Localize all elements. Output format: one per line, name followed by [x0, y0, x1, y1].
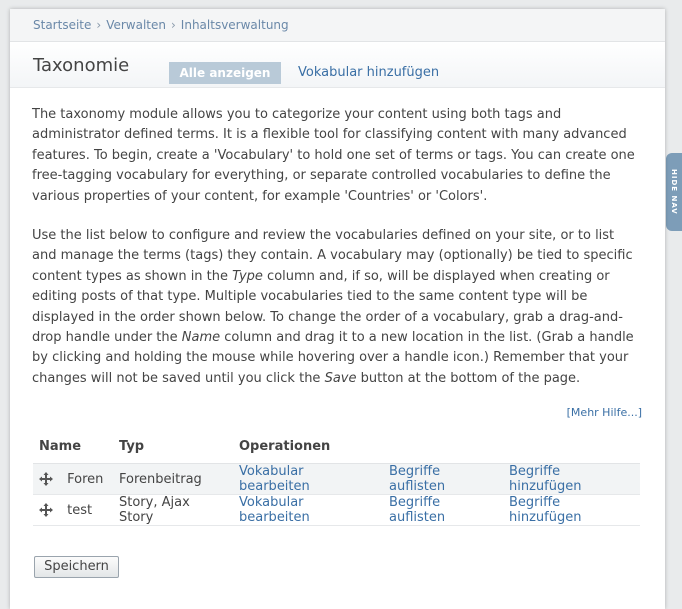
type-cell: Story, Ajax Story [113, 495, 233, 526]
breadcrumb-admin[interactable]: Verwalten [106, 18, 166, 32]
vocabulary-name: Foren [67, 471, 104, 487]
add-terms-link[interactable]: Begriffe hinzufügen [509, 464, 582, 494]
breadcrumb-home[interactable]: Startseite [33, 18, 92, 32]
list-terms-link[interactable]: Begriffe auflisten [389, 495, 446, 525]
hide-nav-tab[interactable]: HIDE NAV [666, 153, 682, 231]
main-panel [10, 9, 665, 609]
drag-handle-icon[interactable] [39, 503, 53, 517]
breadcrumb-separator: › [170, 18, 176, 32]
intro-type-em: Type [232, 268, 263, 284]
table-header-row [33, 435, 640, 464]
intro-text-d: button at the bottom of the page. [356, 370, 581, 386]
intro-text-b: column and, if so, will be displayed when creating or editing posts of that type. Multiple vocabularies tied to the same content type will be displayed in the order shown below. To change the order of a vocabulary, grab a drag-and-drop handle under the [32, 268, 623, 346]
intro-name-em: Name [181, 330, 221, 346]
list-terms-link[interactable]: Begriffe auflisten [389, 464, 446, 494]
drag-handle-icon[interactable] [39, 472, 53, 486]
column-header-operations: Operationen [233, 435, 640, 464]
name-cell [33, 464, 113, 495]
save-button[interactable]: Speichern [34, 556, 119, 578]
edit-vocabulary-link[interactable]: Vokabular bearbeiten [239, 495, 310, 525]
intro-text-a: Use the list below to configure and review the vocabularies defined on your site, or to list and manage the terms (tags) they contain. A vocabulary may (optionally) be tied to specific content types as shown in the [32, 228, 633, 284]
vocabulary-name: test [67, 502, 93, 518]
name-cell [33, 495, 113, 526]
intro-save-em: Save [324, 370, 357, 386]
tab-show-all[interactable]: Alle anzeigen [169, 62, 281, 84]
breadcrumb-separator: › [96, 18, 102, 32]
column-header-type: Typ [113, 435, 233, 464]
edit-vocabulary-link[interactable]: Vokabular bearbeiten [239, 464, 310, 494]
intro-text-c: column and drag it to a new location in the list. (Grab a handle by clicking and holding the mouse while hovering over a handle icon.) Remember that your changes will not be saved until you click the [32, 330, 634, 386]
table-row [33, 495, 640, 526]
page-header [10, 42, 665, 88]
more-help-link[interactable]: [Mehr Hilfe...] [566, 406, 642, 420]
add-terms-link[interactable]: Begriffe hinzufügen [509, 495, 582, 525]
intro-paragraph-1: The taxonomy module allows you to categorize your content using both tags and administrator defined terms. It is a flexible tool for classifying content with many advanced features. To begin, create a 'Vocabulary' to hold one set of terms or tags. You can create one free-tagging vocabulary for everything, or separate controlled vocabularies to define the various properties of your content, for example 'Countries' or 'Colors'. [32, 107, 635, 204]
breadcrumb [10, 9, 665, 42]
column-header-name: Name [33, 435, 113, 464]
breadcrumb-content[interactable]: Inhaltsverwaltung [180, 18, 289, 32]
help-text [32, 105, 642, 424]
tab-add-vocabulary[interactable]: Vokabular hinzufügen [298, 65, 440, 80]
page-title: Taxonomie [33, 55, 130, 76]
vocabulary-table [33, 435, 640, 526]
intro-paragraph-2 [32, 226, 642, 389]
type-cell: Forenbeitrag [113, 464, 233, 495]
table-row [33, 464, 640, 495]
